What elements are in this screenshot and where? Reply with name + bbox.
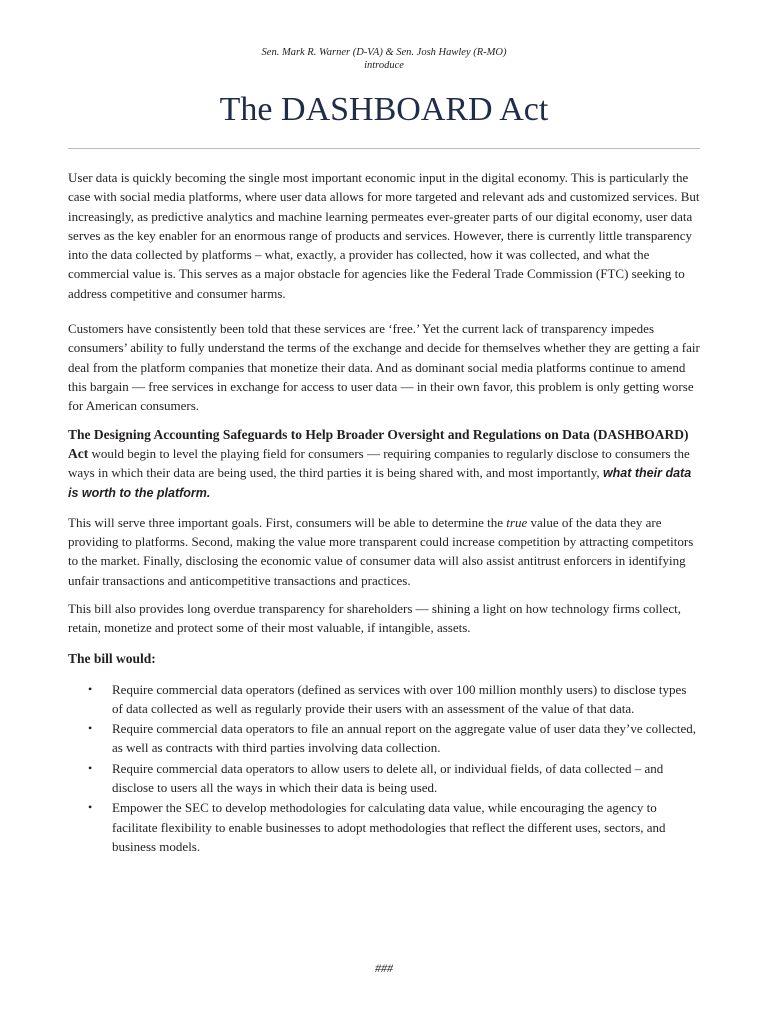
bullet-icon: •: [88, 721, 93, 736]
paragraph-goals: [68, 513, 700, 590]
paragraph-act-description: [68, 425, 700, 504]
list-item: [68, 798, 700, 856]
paragraph-shareholders: This bill also provides long overdue transparency for shareholders — shining a light on how technology firms collect, retain, monetize and protect some of their most valuable, if intangible, assets.: [68, 600, 682, 636]
page-title: The DASHBOARD Act: [219, 91, 549, 128]
goals-text-b: value of the data they are providing to platforms. Second, making the value more transparent could increase competition by attracting competitors to the market. Finally, disclosing the economic value of consumer data will also assist antitrust enforcers in identifying unfair transactions and anticompetitive transactions and practices.: [68, 514, 694, 588]
act-description-text: would begin to level the playing field for consumers — requiring companies to regularly disclose to consumers the ways in which their data are being used, the third parties it is being shared with, and most importantly,: [68, 445, 690, 481]
goals-true-word: true: [506, 514, 528, 530]
end-mark: ###: [375, 961, 393, 975]
bullet-icon: •: [88, 800, 93, 815]
bullet-icon: •: [88, 681, 93, 696]
act-emphasis: what their data is worth to the platform.: [68, 466, 692, 501]
sponsors-names: Sen. Mark R. Warner (D-VA) & Sen. Josh Hawley (R-MO): [261, 47, 507, 58]
list-item-text: Require commercial data operators (defined as services with over 100 million monthly users) to disclose types of data collected as well as regularly provide their users with an assessment of the value of that data.: [112, 681, 687, 716]
document-page: [68, 0, 700, 857]
list-item-text: Require commercial data operators to allow users to delete all, or individual fields, of data collected – and disclose to users all the ways in which their data is being used.: [112, 760, 664, 796]
bill-provisions-list: [68, 680, 700, 857]
goals-text-a: This will serve three important goals. First, consumers will be able to determine the: [68, 514, 507, 530]
paragraph-intro: User data is quickly becoming the single most important economic input in the digital economy. This is particularly the case with social media platforms, where user data allows for more targeted and relevant ads and customized services. But increasingly, as predictive analytics and machine learning permeates ever-greater parts of our digital economy, user data serves as the key enabler for an enormous range of products and services. However, there is currently little transparency into the data collected by platforms – what, exactly, a provider has collected, how it was collected, and what the commercial value is. This serves as a major obstacle for agencies like the Federal Trade Commission (FTC) seeking to address competitive and consumer harms.: [68, 170, 700, 301]
list-item: [68, 719, 700, 758]
list-item-text: Empower the SEC to develop methodologies for calculating data value, while encouraging the agency to facilitate flexibility to enable businesses to adopt methodologies that reflect the different uses, sectors, and business models.: [112, 800, 666, 854]
paragraph-consumers: Customers have consistently been told that these services are ‘free.’ Yet the current lack of transparency impedes consumers’ ability to fully understand the terms of the exchange and decide for themselves whether they are getting a fair deal from the platform companies that monetize their data. And as dominant social media platforms continue to amend this bargain — free services in exchange for access to user data — in their own favor, this problem is only getting worse for American consumers.: [68, 321, 700, 414]
bullet-icon: •: [88, 760, 93, 775]
list-item: [68, 759, 700, 798]
sponsors-introduce: introduce: [364, 60, 404, 71]
title-divider: [68, 148, 700, 149]
list-item: [68, 680, 700, 719]
sponsors-line: [68, 46, 700, 72]
list-item-text: Require commercial data operators to file an annual report on the aggregate value of user data they’ve collected, as well as contracts with third parties involving data collection.: [112, 721, 697, 756]
bill-heading: The bill would:: [68, 650, 156, 666]
act-full-name: The Designing Accounting Safeguards to Help Broader Oversight and Regulations on Data (DASHBOARD) Act: [68, 426, 689, 461]
